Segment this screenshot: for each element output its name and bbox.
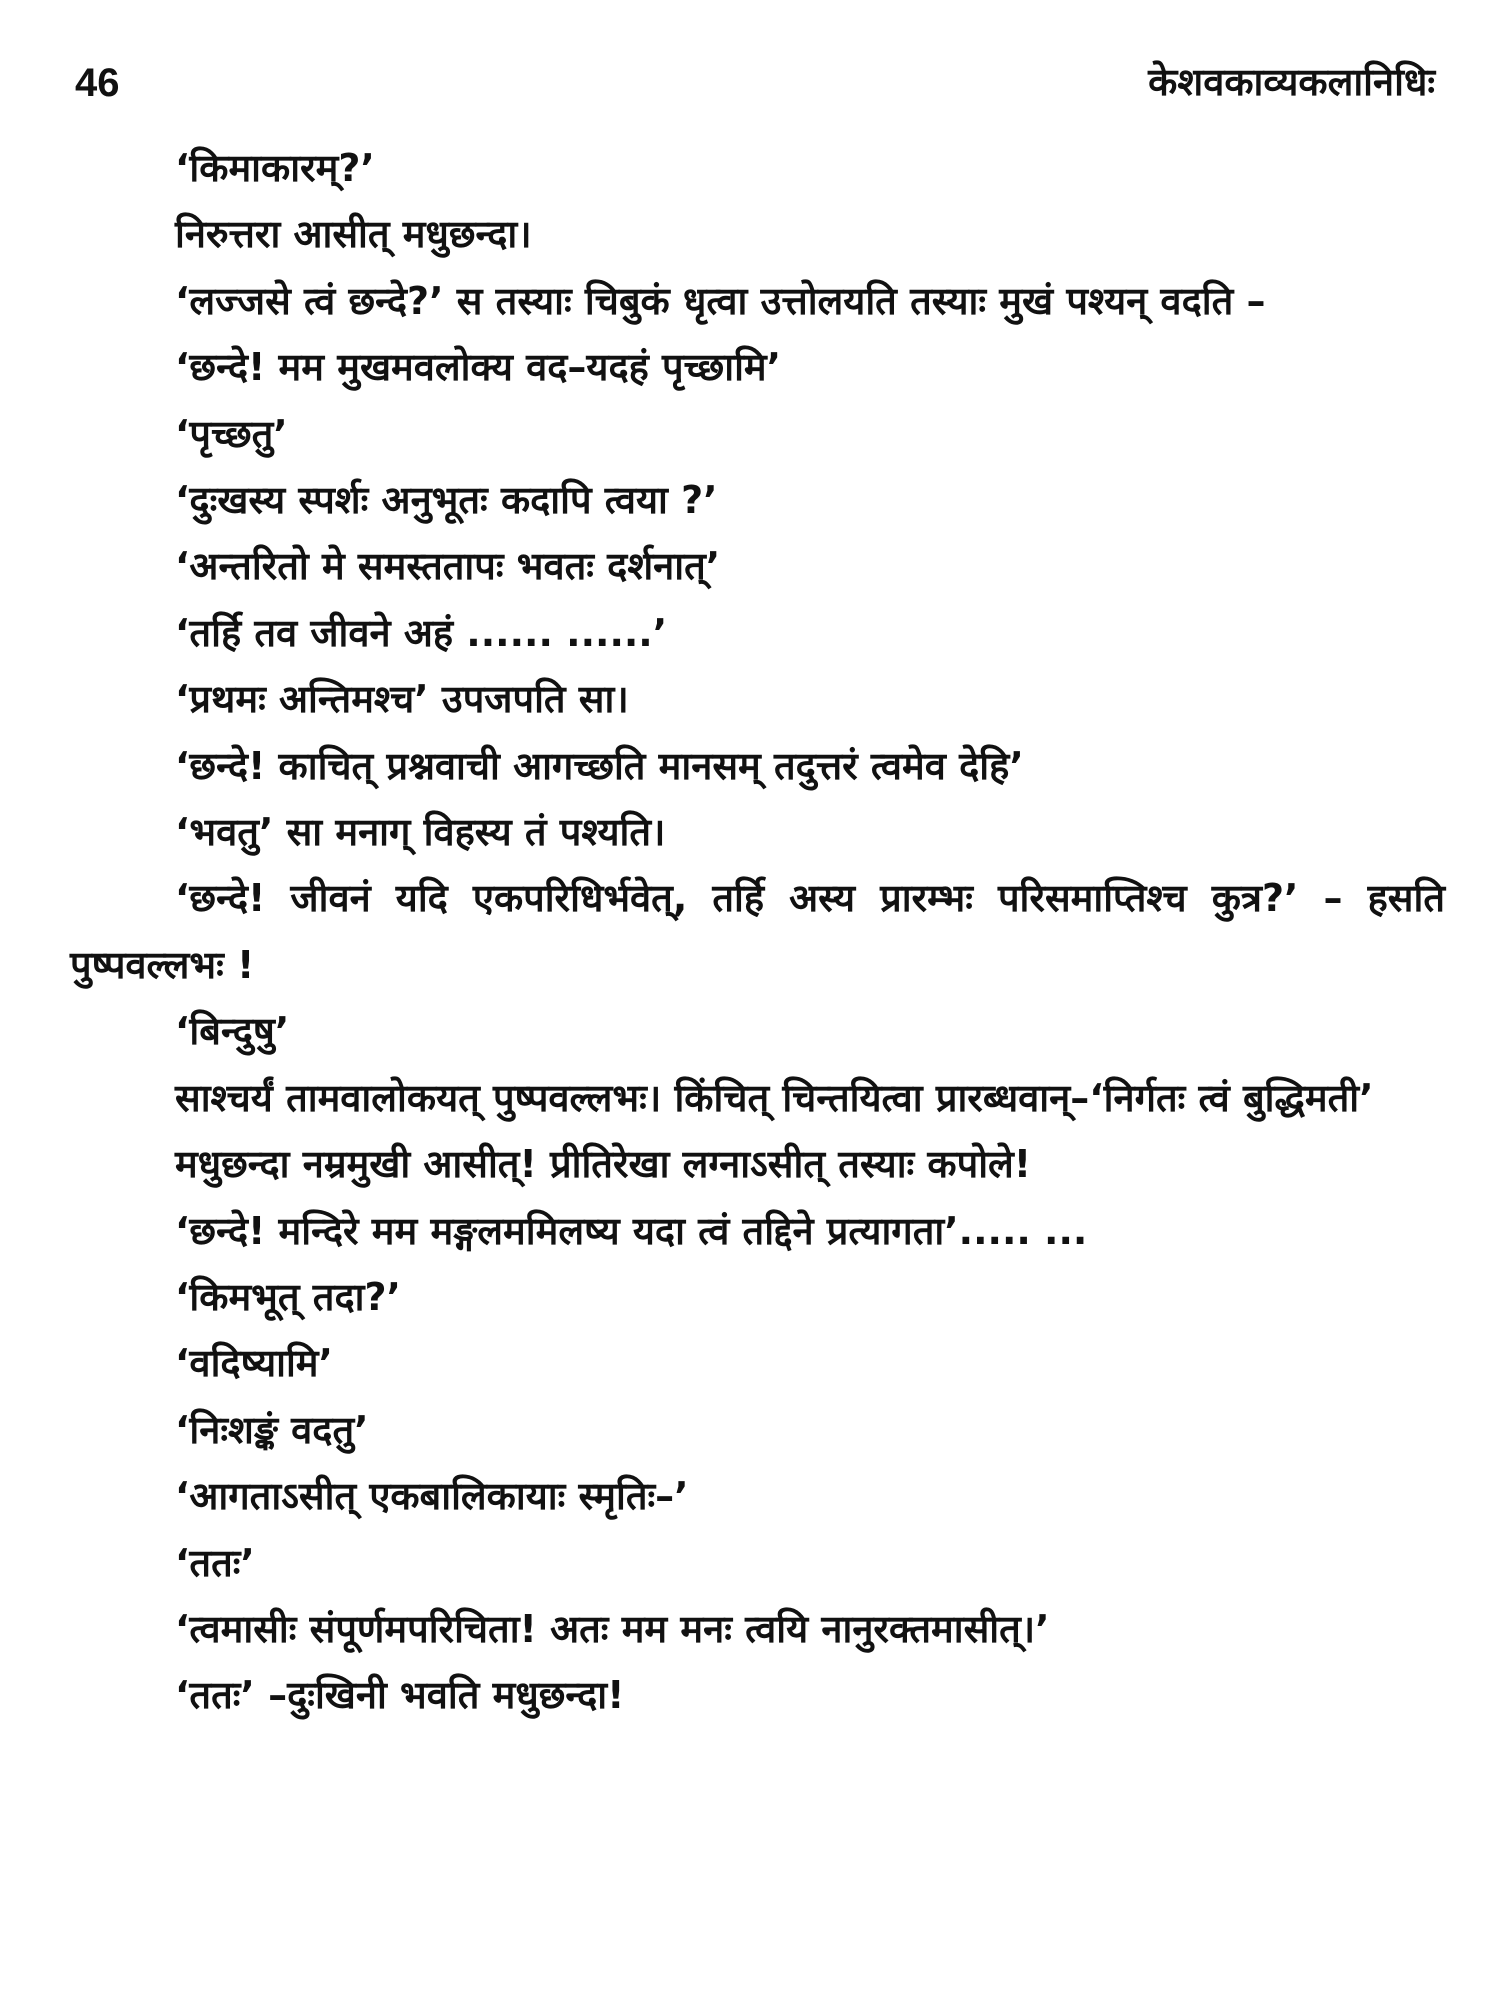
running-title: केशवकाव्यकलानिधिः [1148, 60, 1435, 104]
paragraph: ‘ततः’ –दुःखिनी भवति मधुछन्दा! [175, 1673, 625, 1718]
paragraph: ‘किमभूत् तदा?’ [175, 1274, 401, 1319]
paragraph: ‘छन्दे! मन्दिरे मम मङ्गलममिलष्य यदा त्वं तद्दिने प्रत्यागता’..... ... [175, 1208, 1088, 1253]
paragraph: ‘आगताऽसीत् एकबालिकायाः स्मृतिः–’ [175, 1474, 689, 1519]
paragraph: ‘पृच्छतु’ [175, 411, 288, 456]
paragraph: ‘छन्दे! मम मुखमवलोक्य वद–यदहं पृच्छामि’ [175, 345, 782, 390]
paragraph: साश्चर्यं तामवालोकयत् पुष्पवल्लभः। किंचित् चिन्तयित्वा प्रारब्धवान्–‘निर्गतः त्वं बुद्धिमती’ [175, 1075, 1374, 1120]
paragraph: ‘लज्जसे त्वं छन्दे?’ स तस्याः चिबुकं धृत्वा उत्तोलयति तस्याः मुखं पश्यन् वदति – [175, 278, 1266, 323]
paragraph: ‘त्वमासीः संपूर्णमपरिचिता! अतः मम मनः त्वयि नानुरक्तमासीत्।’ [175, 1606, 1050, 1651]
body-text [70, 135, 1445, 1729]
paragraph: मधुछन्दा नम्रमुखी आसीत्! प्रीतिरेखा लग्नाऽसीत् तस्याः कपोले! [175, 1142, 1032, 1187]
paragraph: ‘ततः’ [175, 1540, 255, 1585]
paragraph: ‘अन्तरितो मे समस्ततापः भवतः दर्शनात्’ [175, 544, 721, 589]
paragraph: ‘भवतु’ सा मनाग् विहस्य तं पश्यति। [175, 810, 666, 855]
paragraph: ‘छन्दे! काचित् प्रश्नवाची आगच्छति मानसम् तदुत्तरं त्वमेव देहि’ [175, 743, 1024, 788]
page-number: 46 [75, 61, 120, 105]
paragraph: ‘निःशङ्कं वदतु’ [175, 1407, 369, 1452]
paragraph: ‘बिन्दुषु’ [175, 1009, 290, 1054]
paragraph: ‘दुःखस्य स्पर्शः अनुभूतः कदापि त्वया ?’ [175, 478, 718, 523]
paragraph: ‘वदिष्यामि’ [175, 1341, 333, 1386]
paragraph: ‘छन्दे! जीवनं यदि एकपरिधिर्भवेत्, तर्हि अस्य प्रारम्भः परिसमाप्तिश्च कुत्र?’ – हसति पुष्पवल्लभः ! [70, 876, 1445, 987]
paragraph: निरुत्तरा आसीत् मधुछन्दा। [175, 212, 532, 257]
paragraph: ‘किमाकारम्?’ [175, 146, 375, 190]
paragraph: ‘प्रथमः अन्तिमश्च’ उपजपति सा। [175, 677, 629, 722]
paragraph: ‘तर्हि तव जीवने अहं ...... ......’ [175, 610, 668, 655]
